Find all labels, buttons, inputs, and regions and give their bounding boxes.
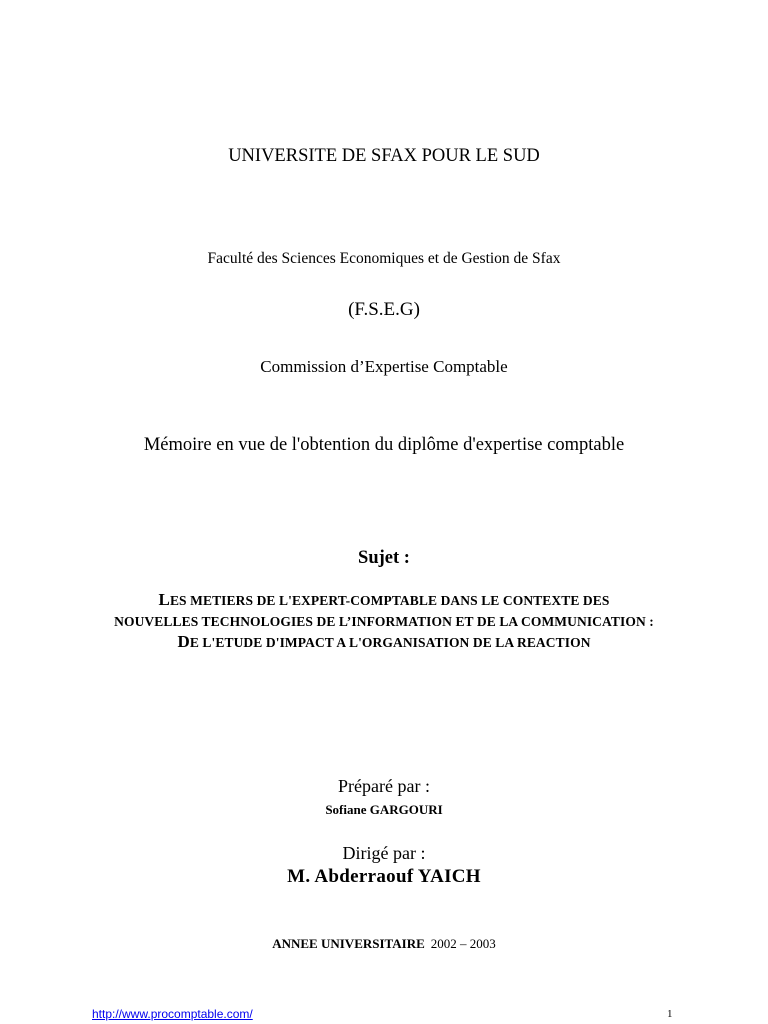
commission-name: Commission d’Expertise Comptable [260,357,508,376]
subject-line-1 [0,590,768,610]
prepared-by-label: Préparé par : [338,776,430,796]
subject-line-2 [0,611,768,631]
subject-line-3 [0,632,768,652]
page-number: 1 [667,1008,673,1020]
author-name: Sofiane GARGOURI [325,802,443,817]
supervisor-name: M. Abderraouf YAICH [287,866,481,887]
faculty-acronym: (F.S.E.G) [348,299,420,320]
faculty-name: Faculté des Sciences Economiques et de Gestion de Sfax [207,250,561,267]
subject-line-3-initial: D [177,632,190,651]
academic-year [0,936,768,952]
subject-line-2-text: NOUVELLES TECHNOLOGIES DE L’INFORMATION ET DE LA COMMUNICATION : [114,614,654,629]
footer-website-link[interactable]: http://www.procomptable.com/ [92,1007,253,1021]
memoire-purpose: Mémoire en vue de l'obtention du diplôme d'expertise comptable [143,435,625,455]
subject-label: Sujet : [358,548,410,568]
academic-year-label: ANNEE UNIVERSITAIRE [272,936,425,951]
university-title: UNIVERSITE DE SFAX POUR LE SUD [228,146,540,166]
subject-line-1-text: ES METIERS DE L'EXPERT-COMPTABLE DANS LE CONTEXTE DES [169,593,610,608]
subject-line-3-text: E L'ETUDE D'IMPACT A L'ORGANISATION DE LA REACTION [189,635,591,650]
academic-year-value: 2002 – 2003 [430,936,496,951]
directed-by-label: Dirigé par : [342,843,426,863]
subject-line-1-initial: L [158,590,170,609]
